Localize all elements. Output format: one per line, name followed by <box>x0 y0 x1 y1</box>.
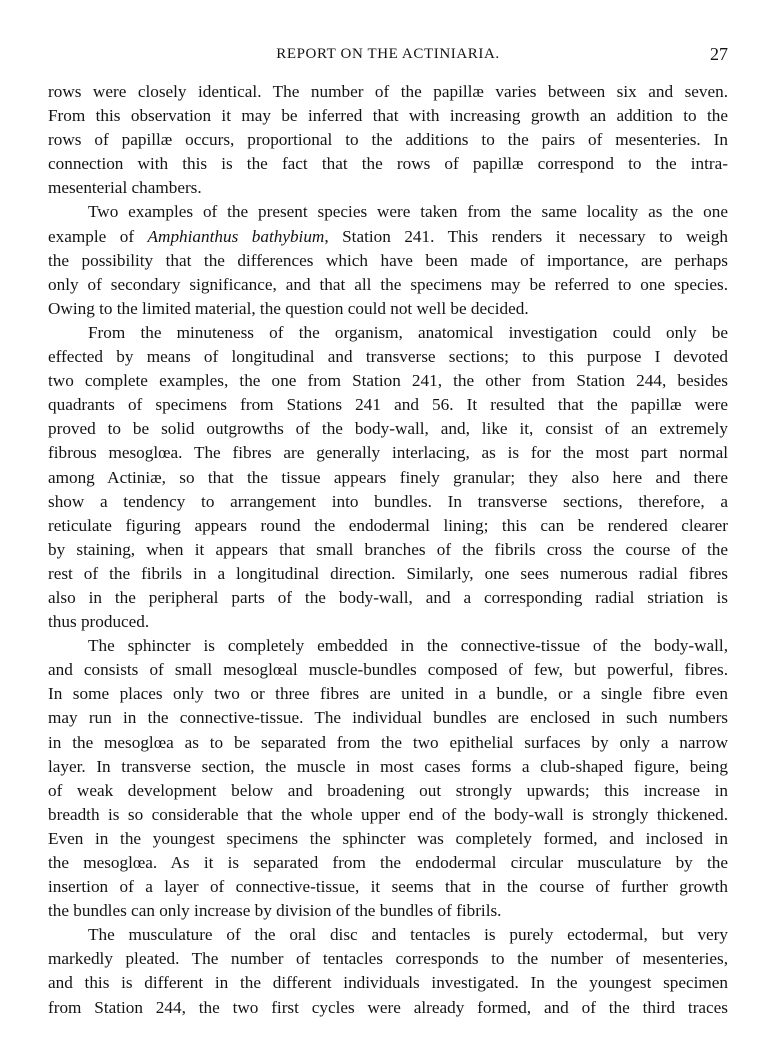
text-line: breadth is so considerable that the whole upper end of the body-wall is strongly thickened. <box>48 804 728 824</box>
text-line: rest of the fibrils in a longitudinal direction. Similarly, one sees numerous radial fibres <box>48 563 728 583</box>
text-line: layer. In transverse section, the muscle in most cases forms a club-shaped figure, being <box>48 756 728 776</box>
text-line: The musculature of the oral disc and tentacles is purely ectodermal, but very <box>88 925 728 945</box>
text-line: From the minuteness of the organism, anatomical investigation could only be <box>88 322 728 342</box>
text-fragment: example of <box>48 226 148 246</box>
paragraph-5 <box>48 923 728 1019</box>
text-line: fibrous mesoglœa. The fibres are generally interlacing, as is for the most part normal <box>48 443 728 463</box>
text-line: only of secondary significance, and that all the specimens may be referred to one species. <box>48 274 728 294</box>
text-line: also in the peripheral parts of the body-wall, and a corresponding radial striation is <box>48 587 728 607</box>
text-line: rows of papillæ occurs, proportional to the additions to the pairs of mesenteries. In <box>48 130 728 150</box>
paragraph-3 <box>48 321 728 634</box>
running-title: REPORT ON THE ACTINIARIA. <box>276 46 500 62</box>
text-line: may run in the connective-tissue. The individual bundles are enclosed in such numbers <box>48 708 728 728</box>
text-line: The sphincter is completely embedded in the connective-tissue of the body-wall, <box>88 636 728 656</box>
paragraph-1 <box>48 80 728 200</box>
text-line: by staining, when it appears that small branches of the fibrils cross the course of the <box>48 539 728 559</box>
text-line: and consists of small mesoglœal muscle-bundles composed of few, but powerful, fibres. <box>48 660 728 680</box>
text-line: of weak development below and broadening out strongly upwards; this increase in <box>48 780 728 800</box>
text-line: From this observation it may be inferred that with increasing growth an addition to the <box>48 106 728 126</box>
text-line: proved to be solid outgrowths of the body-wall, and, like it, consist of an extremely <box>48 419 728 439</box>
text-line: in the mesoglœa as to be separated from the two epithelial surfaces by only a narrow <box>48 732 728 752</box>
text-line: effected by means of longitudinal and transverse sections; to this purpose I devoted <box>48 347 728 367</box>
text-line: insertion of a layer of connective-tissue, it seems that in the course of further growth <box>48 877 728 897</box>
text-line: the bundles can only increase by division of the bundles of fibrils. <box>48 901 502 921</box>
text-fragment: , Station 241. This renders it necessary to weigh <box>324 226 728 246</box>
text-line: Two examples of the present species were taken from the same locality as the one <box>88 202 728 222</box>
text-line: the possibility that the differences which have been made of importance, are perhaps <box>48 250 728 270</box>
species-name: Amphianthus bathybium <box>147 226 325 246</box>
text-line: among Actiniæ, so that the tissue appears finely granular; they also here and there <box>48 467 728 487</box>
page-number: 27 <box>710 44 728 64</box>
paragraph-2 <box>48 200 728 320</box>
text-line: In some places only two or three fibres are united in a bundle, or a single fibre even <box>48 684 728 704</box>
text-line: connection with this is the fact that the rows of papillæ correspond to the intra- <box>48 154 728 174</box>
text-line: reticulate figuring appears round the endodermal lining; this can be rendered clearer <box>48 515 728 535</box>
text-line: quadrants of specimens from Stations 241 and 56. It resulted that the papillæ were <box>48 395 728 415</box>
running-header <box>48 44 728 66</box>
text-line: Owing to the limited material, the question could not well be decided. <box>48 298 529 318</box>
text-line: Even in the youngest specimens the sphincter was completely formed, and inclosed in <box>48 828 728 848</box>
text-line: the mesoglœa. As it is separated from the endodermal circular musculature by the <box>48 853 728 872</box>
text-line: and this is different in the different individuals investigated. In the youngest specimen <box>48 973 728 993</box>
paragraph-4 <box>48 634 728 923</box>
text-line: rows were closely identical. The number of the papillæ varies between six and seven. <box>48 82 728 101</box>
text-line: two complete examples, the one from Station 241, the other from Station 244, besides <box>48 371 728 391</box>
text-line: show a tendency to arrangement into bundles. In transverse sections, therefore, a <box>48 491 728 511</box>
text-line: mesenterial chambers. <box>48 178 202 198</box>
text-line: from Station 244, the two first cycles were already formed, and of the third traces <box>48 997 728 1017</box>
text-line: markedly pleated. The number of tentacles corresponds to the number of mesenteries, <box>48 949 728 969</box>
text-line: thus produced. <box>48 612 150 632</box>
text-line-with-species <box>48 225 728 249</box>
body-text <box>48 80 728 1020</box>
